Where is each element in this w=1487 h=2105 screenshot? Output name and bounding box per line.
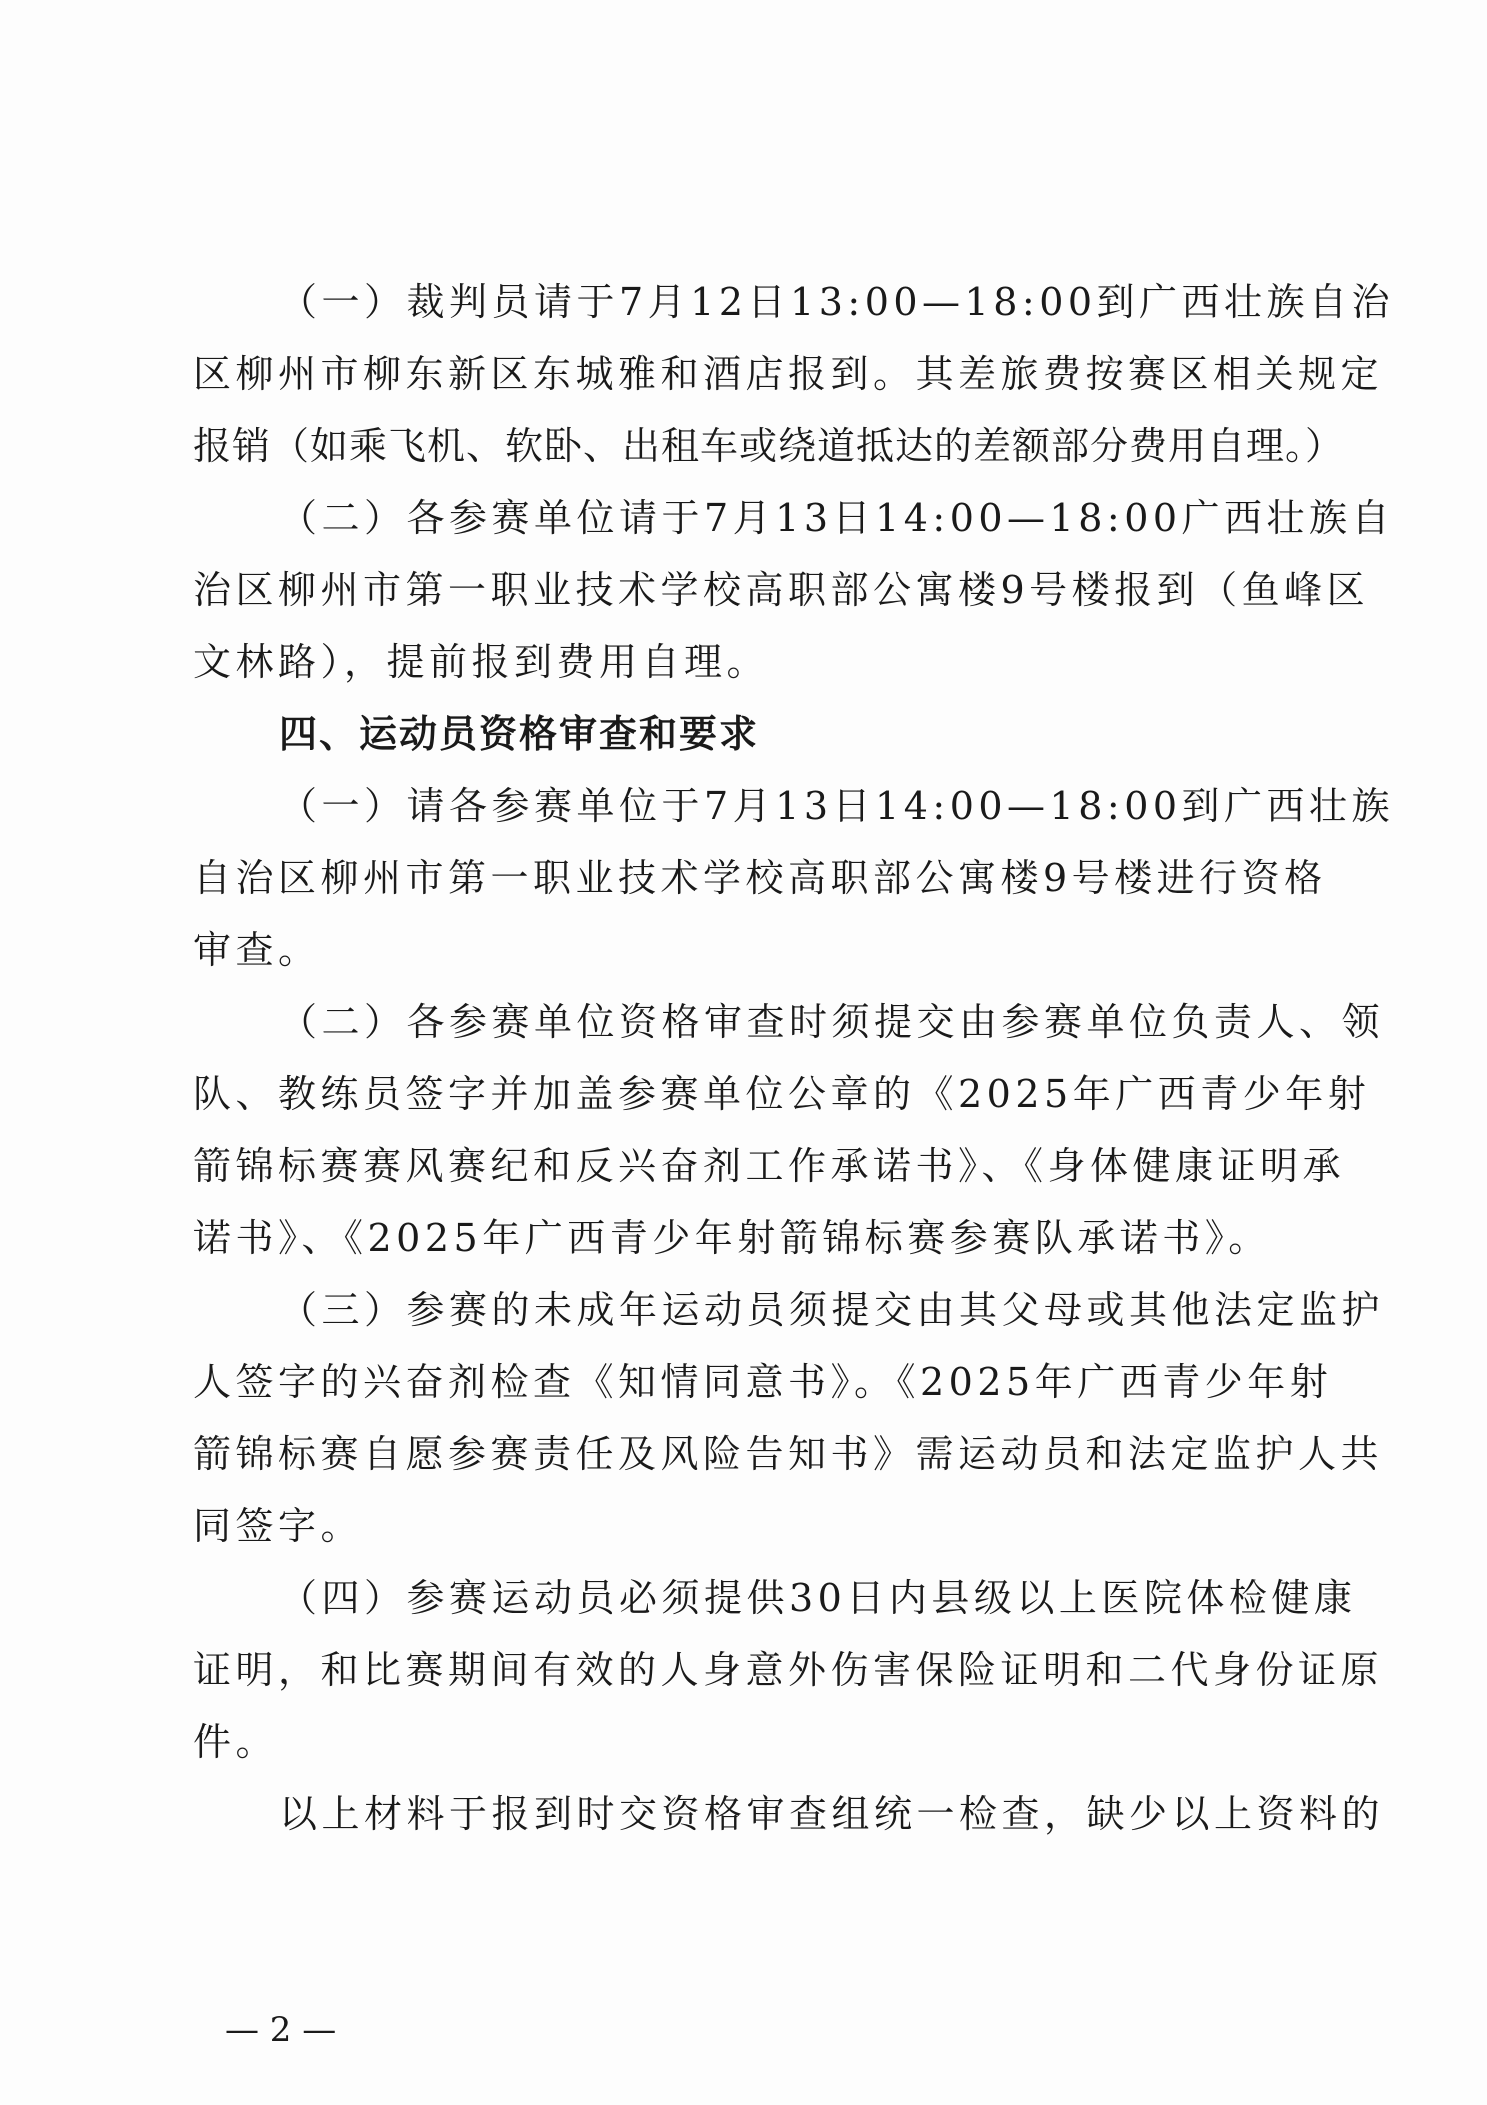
body-line: 报销（如乘飞机、软卧、出租车或绕道抵达的差额部分费用自理。） — [193, 424, 1345, 468]
body-line: （三）参赛的未成年运动员须提交由其父母或其他法定监护 — [279, 1288, 1385, 1332]
body-line: 自治区柳州市第一职业技术学校高职部公寓楼9号楼进行资格 — [193, 856, 1327, 900]
body-line: （一）请各参赛单位于7月13日14:00—18:00到广西壮族 — [279, 784, 1395, 828]
body-line: 区柳州市柳东新区东城雅和酒店报到。其差旅费按赛区相关规定 — [193, 352, 1384, 396]
body-line: 文林路），提前报到费用自理。 — [193, 640, 770, 684]
body-line: 人签字的兴奋剂检查《知情同意书》。《2025年广西青少年射 — [193, 1360, 1333, 1404]
body-line: 审查。 — [193, 928, 321, 972]
section-heading: 四、运动员资格审查和要求 — [279, 712, 760, 756]
body-line: 诺书》、《2025年广西青少年射箭锦标赛参赛队承诺书》。 — [193, 1216, 1271, 1260]
body-line: 以上材料于报到时交资格审查组统一检查，缺少以上资料的 — [279, 1792, 1385, 1836]
body-line: 治区柳州市第一职业技术学校高职部公寓楼9号楼报到（鱼峰区 — [193, 568, 1370, 612]
body-line: 件。 — [193, 1720, 279, 1764]
body-line: 同签字。 — [193, 1504, 364, 1548]
body-line: 证明，和比赛期间有效的人身意外伤害保险证明和二代身份证原 — [193, 1648, 1384, 1692]
page-number: — 2 — — [225, 2010, 337, 2050]
body-line: 箭锦标赛自愿参赛责任及风险告知书》需运动员和法定监护人共 — [193, 1432, 1384, 1476]
body-line: 箭锦标赛赛风赛纪和反兴奋剂工作承诺书》、《身体健康证明承 — [193, 1144, 1346, 1188]
body-line: （四）参赛运动员必须提供30日内县级以上医院体检健康 — [279, 1576, 1357, 1620]
body-line: 队、教练员签字并加盖参赛单位公章的《2025年广西青少年射 — [193, 1072, 1371, 1116]
body-line: （二）各参赛单位资格审查时须提交由参赛单位负责人、领 — [279, 1000, 1385, 1044]
body-line: （一）裁判员请于7月12日13:00—18:00到广西壮族自治 — [279, 280, 1395, 324]
body-line: （二）各参赛单位请于7月13日14:00—18:00广西壮族自 — [279, 496, 1395, 540]
